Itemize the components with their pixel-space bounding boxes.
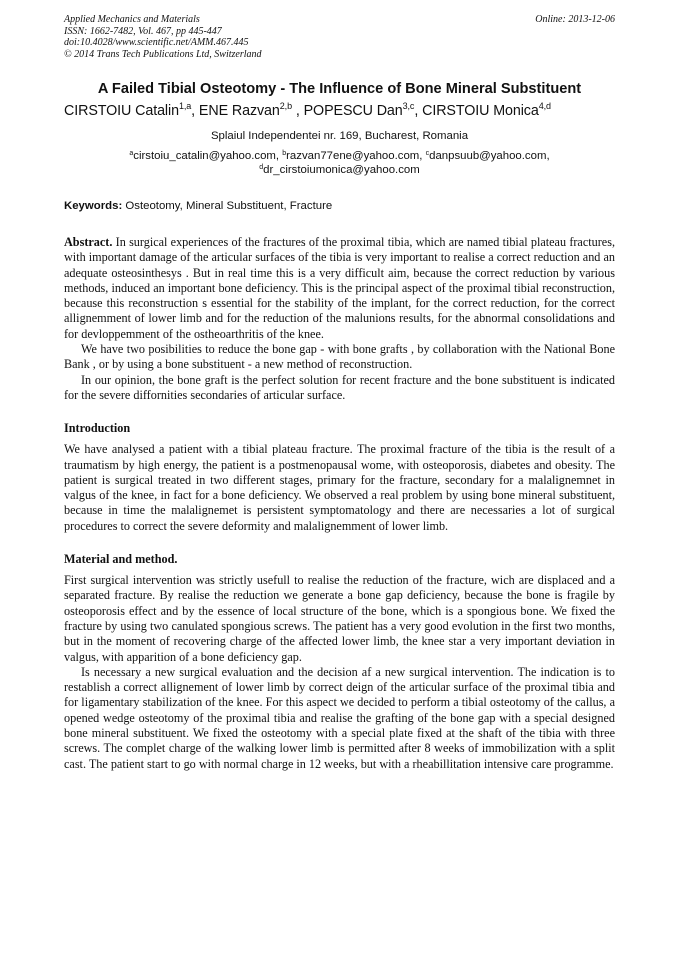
copyright-line: © 2014 Trans Tech Publications Ltd, Switzerland: [64, 48, 262, 60]
abstract-label: Abstract.: [64, 235, 113, 249]
email-sup: a: [129, 150, 134, 157]
online-date: Online: 2013-12-06: [535, 14, 615, 25]
issn-line: ISSN: 1662-7482, Vol. 467, pp 445-447: [64, 25, 222, 37]
author-name: POPESCU Dan: [303, 103, 403, 119]
methods-paragraph: First surgical intervention was strictly usefull to realise the reduction of the fracture, wich are displaced and a separated fracture. By realise the reduction we generate a bone gap deficiency, because the bone is fragile by osteoporosis effect and by the essence of local structure of the bone, which is a spongious bone. We fixed the fracture by using two canulated spongious screws. The patient has a very good evolution in the first two months, but in the moment of recovering charge of the affected lower limb, the knee star a very important deviation in valgus, with apparition of a bone deficiency gap.: [64, 573, 615, 664]
methods-paragraph: Is necessary a new surgical evaluation and the decision af a new surgical intervention. The indication is to restablish a correct allignement of lower limb by correct deign of the articular surface of the proximal tibia and for ligamentary stabilization of the knee. For this aspect we decided to perform a tibial osteotomy of the callus, a opened wedge osteotomy of the proximal tibia and realise the grafting of the bone gap with a special designed bone mineral substituent. We fixed the osteotomy with a special plate fixed at the shaft of the tibia with three screws. The complet charge of the walking lower limb is permitted after 8 weeks of immobilization with a split cast. The patient start to go with normal charge in 12 weeks, but with a rheabillitation intensive care programme.: [64, 664, 615, 771]
email-link[interactable]: danpsuub@yahoo.com,: [429, 150, 550, 162]
abstract-text: In surgical experiences of the fractures of the proximal tibia, which are named tibial plateau fractures, with important damage of the articular surfaces of the tibia is very important to realise a correct reduction and an adequate osteosinthesys . But in real time this is a very difficult aim, because the correct reduction by various methods, induced an important bone deficiency. This is the principal aspect of the proximal tibial reconstruction, because this reconstruction s essential for the stability of the implant, for the correct reduction, for the correct allignemment of lower limb and for the reduction of the malunions results, for the abnormal consolidations and for devloppemment of the ostheoarthritis of the knee.: [64, 235, 615, 341]
author-name: CIRSTOIU Monica: [422, 103, 539, 119]
email-link[interactable]: razvan77ene@yahoo.com,: [286, 150, 426, 162]
author-list: [64, 101, 615, 121]
introduction-section: [64, 442, 615, 534]
abstract-section: [64, 235, 615, 403]
email-link[interactable]: cirstoiu_catalin@yahoo.com,: [133, 150, 283, 162]
paper-title: A Failed Tibial Osteotomy - The Influence of Bone Mineral Substituent: [97, 81, 582, 97]
paper-page: [64, 14, 615, 772]
author-affil-sup: 1,a: [178, 101, 192, 111]
author-affil-sup: 2,b: [279, 101, 292, 111]
author-emails: [64, 149, 615, 177]
author-affil-sup: 4,d: [538, 101, 551, 111]
author-affil-sup: 3,c: [402, 101, 415, 111]
journal-header: [64, 14, 615, 60]
email-sup: c: [425, 150, 430, 157]
email-sup: b: [282, 150, 287, 157]
methods-heading: Material and method.: [64, 552, 178, 567]
methods-section: [64, 573, 615, 772]
journal-name: Applied Mechanics and Materials: [64, 14, 200, 25]
introduction-heading: Introduction: [64, 421, 131, 436]
doi-line: doi:10.4028/www.scientific.net/AMM.467.445: [64, 37, 249, 48]
keywords-label: Keywords:: [64, 200, 123, 212]
author-separator: ,: [414, 103, 423, 119]
abstract-paragraph: [64, 235, 615, 342]
keywords-text: Osteotomy, Mineral Substituent, Fracture: [122, 200, 333, 212]
email-link[interactable]: dr_cirstoiumonica@yahoo.com: [263, 164, 420, 176]
author-name: ENE Razvan: [198, 103, 280, 119]
author-separator: ,: [291, 103, 304, 119]
author-separator: ,: [191, 103, 199, 119]
abstract-paragraph: In our opinion, the bone graft is the perfect solution for recent fracture and the bone substituent is indicated for the severe diffornities secondaries of articular surface.: [64, 372, 615, 402]
keywords: [64, 199, 615, 213]
abstract-paragraph: We have two posibilities to reduce the bone gap - with bone grafts , by collaboration with the National Bone Bank , or by using a bone substituent - a new method of reconstruction.: [64, 342, 615, 372]
introduction-paragraph: We have analysed a patient with a tibial plateau fracture. The proximal fracture of the tibia is the result of a traumatism by high energy, the patient is a postmenopausal wome, with osteoporosis, diabetes and obesity. The patient is surgical treated in two different stages, primary for the fracture, secondary for a malalignemnet in valgus of the knee, in fact for a bone deficiency. We observed a real problem by using bone mineral substituent, because in time the malalignemet is persistent symptomatology and there are necessaries a lot of surgical procedures to correct the severe deformity and malalignemment of lower limb.: [64, 442, 615, 533]
email-sup: d: [259, 164, 264, 171]
author-name: CIRSTOIU Catalin: [64, 103, 179, 119]
affiliation: Splaiul Independentei nr. 169, Bucharest, Romania: [210, 130, 469, 142]
